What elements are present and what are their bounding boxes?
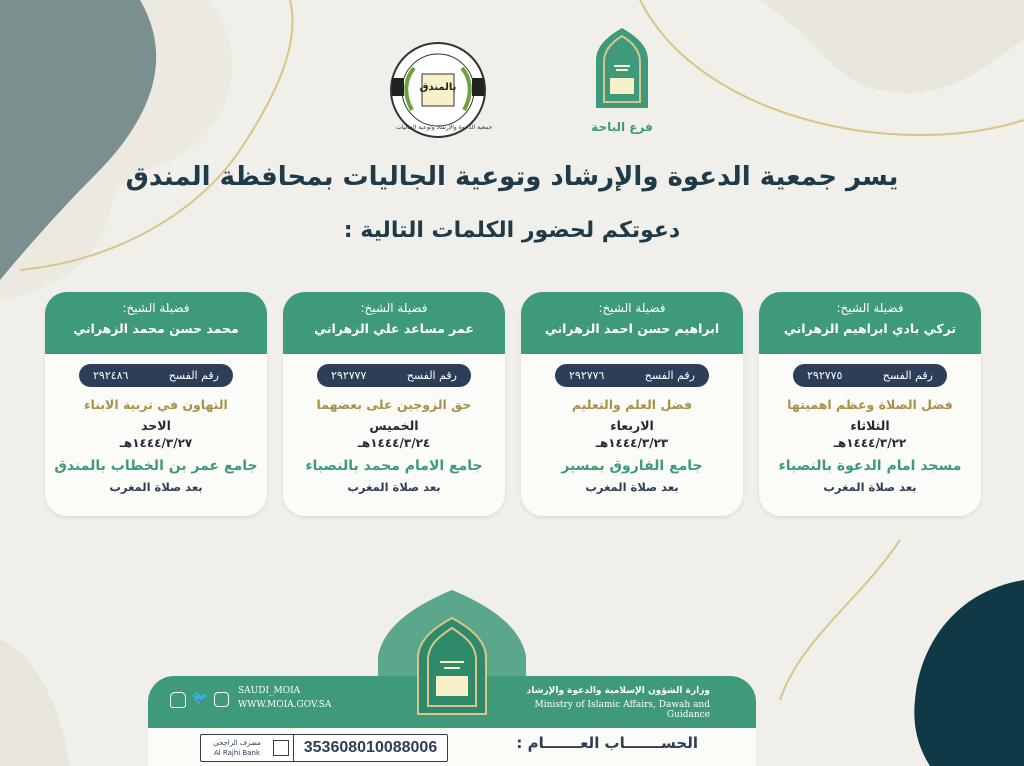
- lecture-topic: فضل الصلاة وعظم اهميتها: [787, 397, 953, 412]
- ministry-name-en: Ministry of Islamic Affairs, Dawah and Guidance: [534, 700, 710, 720]
- lecture-time: بعد صلاة المغرب: [585, 480, 679, 494]
- card-header: [521, 292, 743, 354]
- page-subtitle: دعوتكم لحضور الكلمات التالية :: [343, 218, 681, 243]
- instagram-icon[interactable]: [214, 692, 229, 707]
- permit-label: رقم الفسح: [168, 369, 219, 382]
- ministry-emblem-icon: [410, 616, 494, 716]
- lecture-mosque: مسجد امام الدعوة بالنصباء: [778, 458, 962, 474]
- card-header: [759, 292, 981, 354]
- sheikh-name: تركي بادي ابراهيم الزهراني: [783, 321, 957, 336]
- association-center-text: بالمندق: [419, 82, 457, 93]
- website-url[interactable]: WWW.MOIA.GOV.SA: [238, 700, 332, 710]
- card-header: [283, 292, 505, 354]
- mosque-emblem-icon: [586, 26, 658, 110]
- lecture-card-3: [283, 292, 505, 516]
- permit-number: ٢٩٢٧٧٥: [807, 369, 843, 382]
- sheikh-label: فضيلة الشيخ:: [836, 301, 904, 315]
- lecture-topic: فضل العلم والتعليم: [571, 397, 693, 412]
- page-title: يسر جمعية الدعوة والإرشاد وتوعية الجاليات بمحافظة المندق: [125, 162, 899, 192]
- permit-number: ٢٩٢٧٧٦: [569, 369, 605, 382]
- sheikh-name: عمر مساعد علي الزهراني: [314, 321, 474, 336]
- lecture-date: ١٤٤٤/٣/٢٣هـ: [595, 436, 669, 450]
- lecture-time: بعد صلاة المغرب: [109, 480, 203, 494]
- permit-badge: [793, 364, 947, 387]
- permit-badge: [79, 364, 233, 387]
- permit-label: رقم الفسح: [644, 369, 695, 382]
- lecture-topic: التهاون في تربية الابناء: [84, 397, 228, 412]
- snapchat-icon[interactable]: [170, 692, 186, 708]
- permit-number: ٢٩٢٤٨٦: [93, 369, 129, 382]
- branch-label: فرع الباحة: [591, 120, 653, 134]
- lecture-time: بعد صلاة المغرب: [347, 480, 441, 494]
- permit-label: رقم الفسح: [882, 369, 933, 382]
- lecture-mosque: جامع الامام محمد بالنصباء: [305, 458, 483, 474]
- permit-number: ٢٩٢٧٧٧: [331, 369, 367, 382]
- branch-logo: [586, 26, 658, 136]
- lecture-time: بعد صلاة المغرب: [823, 480, 917, 494]
- account-number: 353608010088006: [293, 735, 447, 761]
- lecture-mosque: جامع الفاروق بمسير: [561, 458, 703, 474]
- bank-name-ar: مصرف الراجحي: [213, 739, 261, 747]
- bank-symbol-icon: [273, 740, 289, 756]
- lecture-date: ١٤٤٤/٣/٢٢هـ: [833, 436, 907, 450]
- account-label: الحســـــــاب العـــــــام :: [516, 734, 698, 752]
- lecture-day: الخميس: [369, 418, 419, 433]
- sheikh-name: محمد حسن محمد الزهراني: [73, 321, 239, 336]
- lecture-card-4: [45, 292, 267, 516]
- twitter-icon[interactable]: 🐦: [192, 691, 209, 706]
- lecture-mosque: جامع عمر بن الخطاب بالمندق: [54, 458, 258, 474]
- lecture-topic: حق الزوجين على بعضهما: [316, 397, 472, 412]
- lecture-card-1: [759, 292, 981, 516]
- permit-badge: [555, 364, 709, 387]
- bank-name-en: Al Rajhi Bank: [213, 749, 261, 757]
- permit-label: رقم الفسح: [406, 369, 457, 382]
- bank-logo: [201, 738, 273, 758]
- social-icons: [170, 692, 229, 708]
- lecture-card-2: [521, 292, 743, 516]
- sheikh-name: ابراهيم حسن احمد الزهراني: [544, 321, 720, 336]
- ministry-name-ar: وزارة الشؤون الإسلامية والدعوة والإرشاد: [526, 686, 710, 696]
- lecture-day: الاحد: [141, 418, 171, 433]
- sheikh-label: فضيلة الشيخ:: [360, 301, 428, 315]
- lecture-day: الثلاثاء: [850, 418, 890, 433]
- association-ring-text: جمعية الدعوة والإرشاد وتوعية الجاليات: [396, 124, 493, 131]
- lecture-date: ١٤٤٤/٣/٢٧هـ: [119, 436, 193, 450]
- account-box: [200, 734, 448, 762]
- sheikh-label: فضيلة الشيخ:: [122, 301, 190, 315]
- lecture-date: ١٤٤٤/٣/٢٤هـ: [357, 436, 431, 450]
- card-header: [45, 292, 267, 354]
- association-logo: [388, 40, 493, 140]
- lecture-day: الاربعاء: [610, 418, 654, 433]
- permit-badge: [317, 364, 471, 387]
- social-handle: SAUDI_MOIA: [238, 686, 301, 696]
- sheikh-label: فضيلة الشيخ:: [598, 301, 666, 315]
